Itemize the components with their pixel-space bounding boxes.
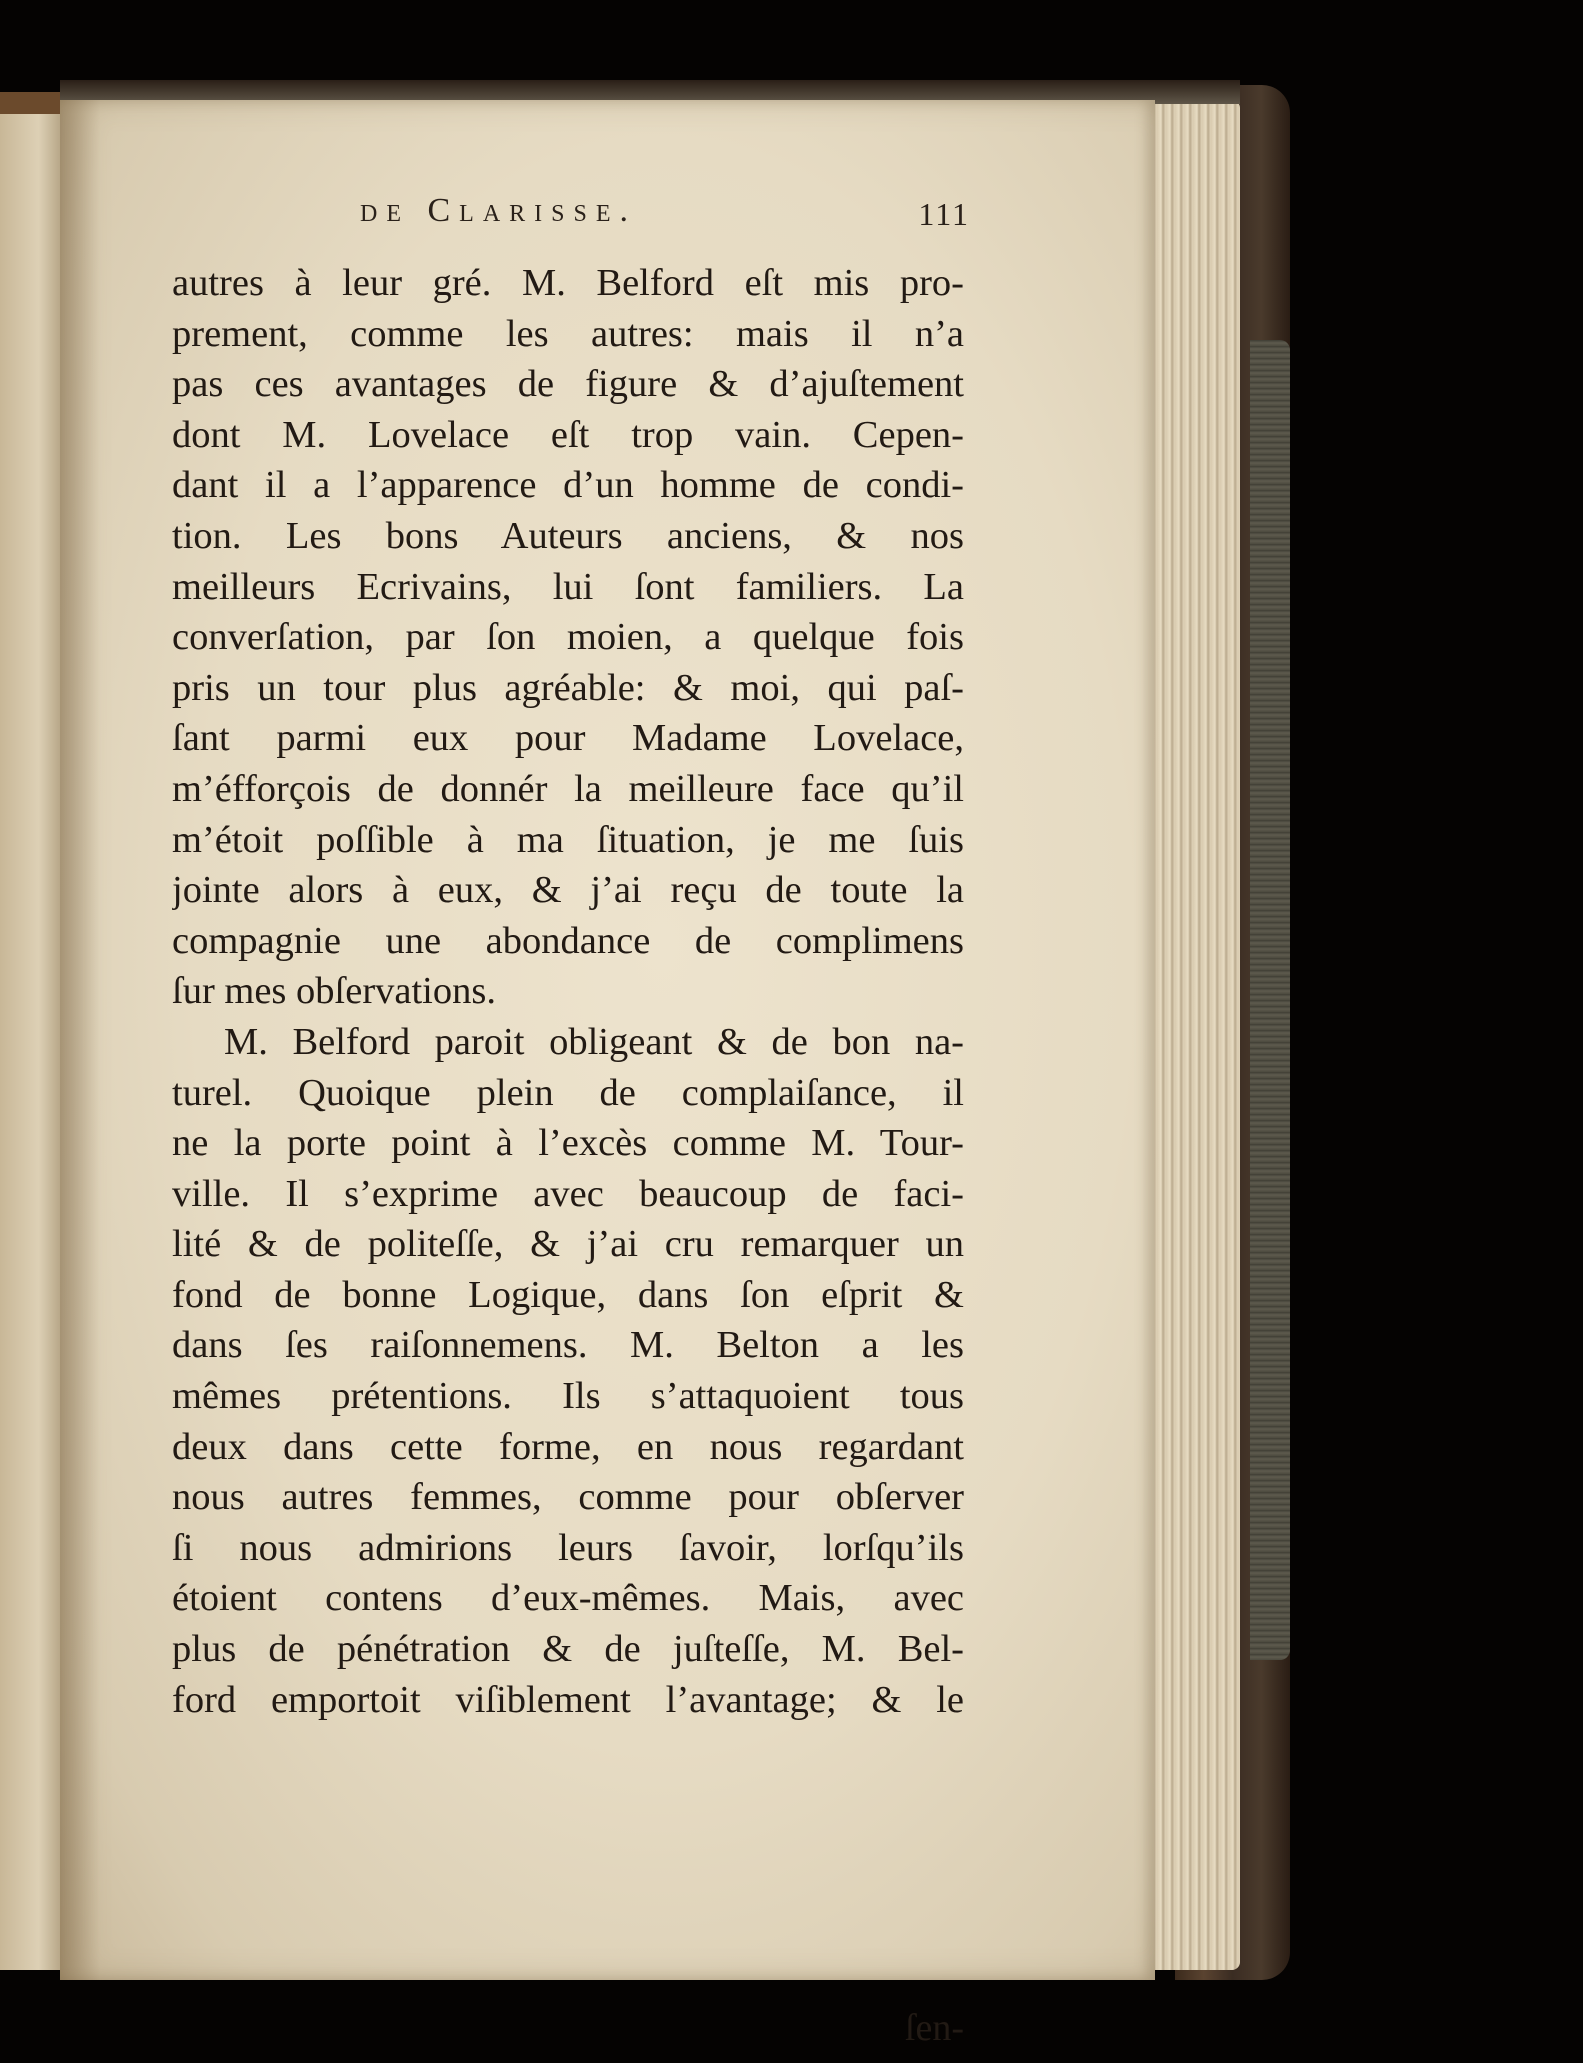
- text-line: autres à leur gré. M. Belford eſt mis pro-: [172, 262, 964, 304]
- page-edges: [1148, 100, 1240, 1970]
- text-line: m’éfforçois de donnér la meilleure face qu’il: [172, 767, 964, 810]
- text-line: compagnie une abondance de complimens: [172, 919, 964, 962]
- text-line: pas ces avantages de figure & d’ajuſtement: [172, 363, 964, 406]
- text-line: jointe alors à eux, & j’ai reçu de toute la: [172, 869, 964, 912]
- text-line: mêmes prétentions. Ils s’attaquoient tous: [172, 1375, 964, 1418]
- catchword: ſen-: [904, 2007, 964, 2049]
- page-number: 111: [918, 196, 970, 232]
- text-line: ſant parmi eux pour Madame Lovelace,: [172, 717, 964, 760]
- paragraph-1: [172, 258, 964, 1017]
- text-line: dant il a l’apparence d’un homme de condi-: [172, 464, 964, 507]
- text-line: nous autres femmes, comme pour obſerver: [172, 1476, 964, 1519]
- text-line: ford emportoit viſiblement l’avantage; & le: [172, 1678, 964, 1721]
- text-line: ſi nous admirions leurs ſavoir, lorſqu’ils: [172, 1526, 964, 1569]
- text-line: meilleurs Ecrivains, lui ſont familiers. La: [172, 565, 964, 608]
- text-line: plus de pénétration & de juſteſſe, M. Bel-: [172, 1628, 964, 1671]
- text-line: dont M. Lovelace eſt trop vain. Cepen-: [172, 413, 964, 456]
- text-line: ſur mes obſervations.: [172, 970, 496, 1013]
- paragraph-2: [172, 1017, 964, 1725]
- body-text: [172, 258, 964, 2049]
- text-line: étoient contens d’eux-mêmes. Mais, avec: [172, 1577, 964, 1620]
- text-line: M. Belford paroit obligeant & de bon na-: [224, 1020, 964, 1063]
- text-line: converſation, par ſon moien, a quelque fois: [172, 616, 964, 659]
- gutter-shadow: [60, 100, 100, 1980]
- spine-cloth: [1250, 340, 1290, 1660]
- text-line: ville. Il s’exprime avec beaucoup de faci-: [172, 1172, 964, 1215]
- running-head: [360, 192, 970, 242]
- text-line: tion. Les bons Auteurs anciens, & nos: [172, 514, 964, 557]
- text-line: m’étoit poſſible à ma ſituation, je me ſuis: [172, 818, 964, 861]
- text-line: pris un tour plus agréable: & moi, qui paſ-: [172, 666, 964, 709]
- text-line: fond de bonne Logique, dans ſon eſprit &: [172, 1273, 964, 1316]
- running-title: de Clarisse.: [360, 192, 638, 229]
- text-line: prement, comme les autres: mais il n’a: [172, 312, 964, 355]
- text-line: ne la porte point à l’excès comme M. Tour-: [172, 1122, 964, 1165]
- text-line: deux dans cette forme, en nous regardant: [172, 1425, 964, 1468]
- text-line: dans ſes raiſonnemens. M. Belton a les: [172, 1324, 964, 1367]
- text-line: turel. Quoique plein de complaiſance, il: [172, 1071, 964, 1114]
- text-line: lité & de politeſſe, & j’ai cru remarquer un: [172, 1223, 964, 1266]
